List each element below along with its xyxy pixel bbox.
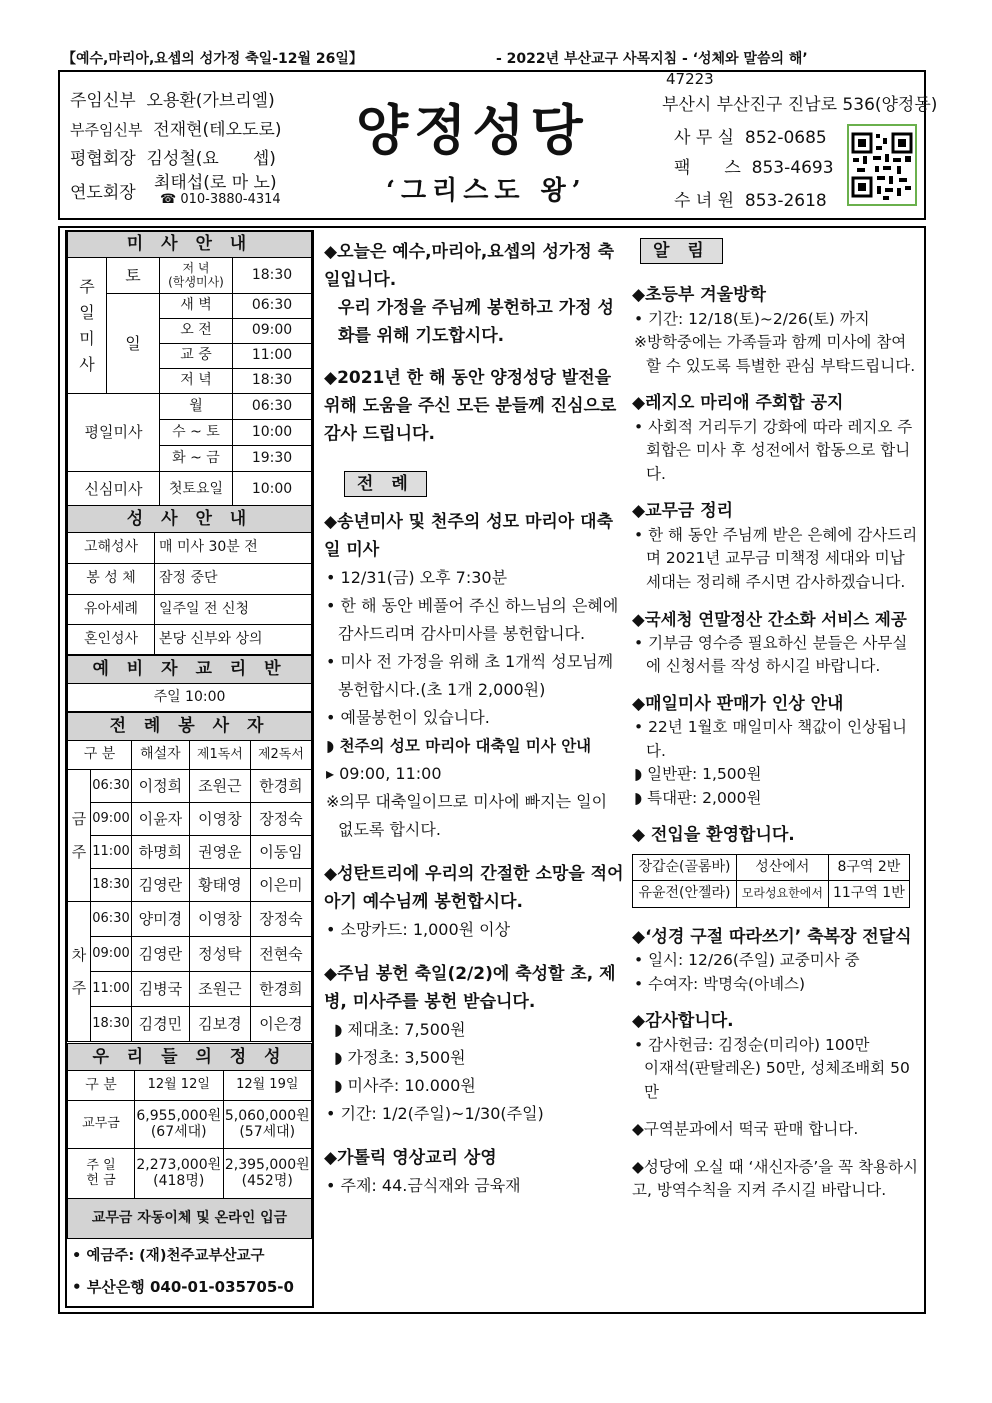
weekday-time: 19:30: [233, 446, 312, 472]
notice-label: 알 림: [640, 238, 723, 264]
catechumen-time: 주일 10:00: [68, 684, 312, 712]
offerings-head: 12월 12일: [135, 1071, 224, 1101]
mass-title: 미 사 안 내: [68, 232, 312, 258]
dues-settlement: ◆교무금 정리: [632, 501, 734, 521]
sunday-main-time: 11:00: [233, 344, 312, 369]
weekday-mass-label: 평일미사: [68, 394, 160, 472]
server-time: 06:30: [91, 902, 132, 937]
server-reader2: 장정숙: [250, 803, 311, 836]
parish-title: 양정성당: [356, 98, 589, 162]
first-saturday-label: 신심미사: [68, 472, 160, 508]
server-time: 06:30: [91, 770, 132, 803]
dues-text: • 한 해 동안 주님께 받은 은혜에 감사드리며 2021년 교무금 미책정 세대와 미납세대는 정리해 주시면 감사하겠습니다.: [634, 525, 918, 591]
wish-card: • 소망카드: 1,000원 이상: [326, 920, 511, 939]
parish-subtitle: ‘그리스도 왕’: [386, 176, 587, 206]
servers-head: 제1독서: [189, 741, 250, 770]
thanks-2021: ◆2021년 한 해 동안 양정성당 발전을 위해 도움을 주신 모든 분들께 진심으로 감사 드립니다.: [324, 368, 617, 444]
server-reader2: 한경희: [250, 770, 311, 803]
missal-price: ◆매일미사 판매가 인상 안내: [632, 693, 844, 714]
sacraments-title: 성 사 안 내: [68, 506, 312, 533]
mass-schedule-table: [67, 231, 312, 508]
qr-code-icon[interactable]: [847, 124, 917, 206]
offerings-table: [67, 1043, 312, 1239]
middle-column: [324, 238, 624, 1200]
offering-week1: 2,273,000원 (418명): [135, 1149, 224, 1199]
missal-large: ◗ 특대판: 2,000원: [634, 788, 762, 807]
weekday-time: 06:30: [233, 394, 312, 420]
auto-transfer-title: 교무금 자동이체 및 온라인 입금: [68, 1199, 312, 1239]
today-feast: ◆오늘은 예수,마리아,요셉의 성가정 축일입니다.: [324, 242, 615, 290]
sacrament-name: 봉 성 체: [68, 564, 155, 595]
server-reader2: 이은경: [250, 1007, 311, 1042]
sunday-morning-time: 09:00: [233, 319, 312, 344]
sunday-dawn-time: 06:30: [233, 294, 312, 319]
award-recipient: • 수여자: 박명숙(아녜스): [634, 974, 806, 993]
server-time: 11:00: [91, 836, 132, 869]
winter-break: ◆초등부 겨울방학: [632, 285, 766, 305]
video-topic: • 주제: 44.금식재와 금육재: [326, 1176, 521, 1195]
first-saturday-time: 10:00: [233, 472, 312, 508]
weekday-day: 월: [160, 394, 233, 420]
pastoral-motto: - 2022년 부산교구 사목지침 - ‘성체와 말씀의 해’: [496, 51, 808, 67]
server-commentator: 양미경: [132, 902, 190, 937]
year-end-text: • 한 해 동안 베풀어 주신 하느님의 은혜에 감사드리며 감사미사를 봉헌합니다.: [326, 596, 619, 643]
movein-table: [632, 854, 910, 908]
server-time: 11:00: [91, 972, 132, 1007]
servers-table: [67, 712, 312, 1042]
bank-account: • 부산은행 040-01-035705-0: [72, 1278, 294, 1296]
server-time: 09:00: [91, 937, 132, 972]
year-end-date: • 12/31(금) 오후 7:30분: [326, 568, 508, 587]
sacrament-name: 혼인성사: [68, 625, 155, 655]
legio-notice: ◆레지오 마리애 주회합 공지: [632, 393, 844, 413]
sacrament-info: 일주일 전 신청: [155, 595, 312, 625]
server-reader2: 이동임: [250, 836, 311, 869]
staff-assistant: 부주임신부 전재현(테오도로): [70, 120, 282, 140]
newcomer-name: 장갑순(골롬바): [633, 854, 737, 881]
server-commentator: 김경민: [132, 1007, 190, 1042]
address: 부산시 부산진구 진남로 536(양정동): [662, 95, 938, 115]
server-reader2: 전현숙: [250, 937, 311, 972]
server-time: 09:00: [91, 803, 132, 836]
presentation-feast: ◆주님 봉헌 축일(2/2)에 축성할 초, 제병, 미사주를 봉헌 받습니다.: [324, 964, 616, 1012]
weekday-day: 수 ~ 토: [160, 420, 233, 446]
catechumen-title: 예 비 자 교 리 반: [68, 656, 312, 684]
newcomer-name: 유윤전(안젤라): [633, 881, 737, 908]
liturgy-label: 전 례: [344, 471, 427, 497]
sunday-mass-label: 주 일 미 사: [68, 258, 107, 394]
today-prayer: 우리 가정을 주님께 봉헌하고 가정 성화를 위해 기도합시다.: [338, 298, 614, 346]
newcomer-district: 11구역 1반: [828, 881, 909, 908]
winter-break-note: ※방학중에는 가족들과 함께 미사에 참여할 수 있도록 특별한 관심 부탁드립니다.: [634, 333, 916, 375]
candle-offering: • 미사 전 가정을 위해 초 1개씩 성모님께 봉헌합시다.(초 1개 2,000원): [326, 652, 614, 699]
missal-text: • 22년 1월호 매일미사 책값이 인상됩니다.: [634, 718, 907, 760]
missal-regular: ◗ 일반판: 1,500원: [634, 765, 762, 783]
server-reader2: 한경희: [250, 972, 311, 1007]
servers-head: 구 분: [68, 741, 132, 770]
video-catechism: ◆가톨릭 영상교리 상영: [324, 1148, 497, 1168]
home-candle: ◗ 가정초: 3,500원: [334, 1048, 466, 1067]
offerings-title: 우 리 들 의 정 성: [68, 1044, 312, 1071]
server-commentator: 하명희: [132, 836, 190, 869]
year-end-mass: ◆송년미사 및 천주의 성모 마리아 대축일 미사: [324, 512, 613, 560]
server-commentator: 김영란: [132, 937, 190, 972]
staff-yeondo-name: 최태섭(로 마 노): [154, 173, 277, 193]
zip-code: 47223: [666, 70, 714, 88]
this-week-label: 금 주: [68, 770, 91, 902]
first-saturday-day: 첫토요일: [160, 472, 233, 508]
convent-phone: 수 녀 원 853-2618: [674, 191, 827, 211]
server-reader2: 장정숙: [250, 902, 311, 937]
sacrament-name: 유아세례: [68, 595, 155, 625]
server-commentator: 이윤자: [132, 803, 190, 836]
next-week-label: 차 주: [68, 902, 91, 1042]
sacrament-info: 잠정 중단: [155, 564, 312, 595]
newcomer-badge-note: ◆성당에 오실 때 ‘새신자증’을 꼭 착용하시고, 방역수칙을 지켜 주시길 바랍니다.: [632, 1157, 918, 1199]
staff-council: 평협회장 김성철(요 셉): [70, 149, 276, 169]
thanks: ◆감사합니다.: [632, 1011, 734, 1031]
server-commentator: 이정희: [132, 770, 190, 803]
thanks-donation: • 감사헌금: 김정순(미리아) 100만: [634, 1035, 870, 1054]
solemnity-guide: ◗ 천주의 성모 마리아 대축일 미사 안내: [326, 737, 592, 755]
rice-cake-sale: ◆구역분과에서 떡국 판매 합니다.: [632, 1120, 859, 1138]
feast-heading: 【예수,마리아,요셉의 성가정 축일-12월 26일】: [62, 51, 363, 67]
newcomer-district: 8구역 2반: [828, 854, 909, 881]
tax-service: ◆국세청 연말정산 간소화 서비스 제공: [632, 610, 907, 629]
tax-text: • 기부금 영수증 필요하신 분들은 사무실에 신청서를 작성 하시길 바랍니다.: [634, 633, 908, 675]
legio-text: • 사회적 거리두기 강화에 따라 레지오 주회합은 미사 후 성전에서 합동으로 합니다.: [634, 417, 913, 483]
newcomer-from: 모라성요한에서: [736, 881, 828, 908]
sacrament-info: 매 미사 30분 전: [155, 533, 312, 564]
sunday-dawn: 새 벽: [160, 294, 233, 319]
staff-yeondo-role: 연도회장: [70, 183, 136, 203]
christmas-tree: ◆성탄트리에 우리의 간절한 소망을 적어 아기 예수님께 봉헌합시다.: [324, 864, 624, 912]
fax: 팩 스 853-4693: [674, 158, 834, 178]
weekday-day: 화 ~ 금: [160, 446, 233, 472]
server-reader1: 조원근: [189, 770, 250, 803]
newcomer-from: 성산에서: [736, 854, 828, 881]
server-reader2: 이은미: [250, 869, 311, 902]
right-column: [632, 238, 918, 1203]
yeondo-phone: ☎ 010-3880-4314: [160, 192, 281, 207]
obligation-note: ※의무 대축일이므로 미사에 빠지는 일이 없도록 합시다.: [326, 792, 608, 839]
gift-offering: • 예물봉헌이 있습니다.: [326, 708, 490, 727]
offering-week2: 2,395,000원 (452명): [223, 1149, 312, 1199]
saturday-time: 18:30: [233, 258, 312, 294]
server-reader1: 김보경: [189, 1007, 250, 1042]
server-reader1: 조원근: [189, 972, 250, 1007]
saturday-label: 토: [107, 258, 160, 294]
solemnity-times: ▸ 09:00, 11:00: [326, 764, 442, 783]
sunday-evening-time: 18:30: [233, 369, 312, 394]
altar-candle: ◗ 제대초: 7,500원: [334, 1020, 466, 1039]
servers-title: 전 례 봉 사 자: [68, 713, 312, 741]
servers-head: 해설자: [132, 741, 190, 770]
staff-pastor: 주임신부 오용환(가브리엘): [70, 91, 275, 111]
sacraments-table: [67, 505, 312, 655]
servers-head: 제2독서: [250, 741, 311, 770]
offerings-head: 구 분: [68, 1071, 135, 1101]
thanks-donation-more: 이재석(판탈레온) 50만, 성체조배회 50만: [644, 1059, 910, 1101]
sacrament-name: 고해성사: [68, 533, 155, 564]
offerings-head: 12월 19일: [223, 1071, 312, 1101]
offering-kind: 교무금: [68, 1101, 135, 1149]
catechumen-table: [67, 655, 312, 712]
winter-break-period: • 기간: 12/18(토)~2/26(토) 까지: [634, 309, 870, 328]
office-phone: 사 무 실 852-0685: [674, 128, 827, 148]
offering-week1: 6,955,000원 (67세대): [135, 1101, 224, 1149]
server-reader1: 정성탁: [189, 937, 250, 972]
server-reader1: 권영운: [189, 836, 250, 869]
server-reader1: 이영창: [189, 803, 250, 836]
welcome-newcomers: ◆ 전입을 환영합니다.: [632, 825, 795, 845]
server-time: 18:30: [91, 1007, 132, 1042]
sunday-morning: 오 전: [160, 319, 233, 344]
bible-copy-award: ◆‘성경 구절 따라쓰기’ 축복장 전달식: [632, 926, 912, 947]
sunday-label: 일: [107, 294, 160, 394]
saturday-evening: 저 녁 (학생미사): [160, 258, 233, 294]
sacrament-info: 본당 신부와 상의: [155, 625, 312, 655]
offering-kind: 주 일 헌 금: [68, 1149, 135, 1199]
account-holder: • 예금주: (재)천주교부산교구: [72, 1248, 265, 1264]
server-time: 18:30: [91, 869, 132, 902]
server-commentator: 김병국: [132, 972, 190, 1007]
server-reader1: 이영창: [189, 902, 250, 937]
award-date: • 일시: 12/26(주일) 교중미사 중: [634, 951, 860, 969]
mass-wine: ◗ 미사주: 10.000원: [334, 1076, 476, 1095]
sunday-main: 교 중: [160, 344, 233, 369]
offering-week2: 5,060,000원 (57세대): [223, 1101, 312, 1149]
server-reader1: 황태영: [189, 869, 250, 902]
sunday-evening: 저 녁: [160, 369, 233, 394]
offering-period: • 기간: 1/2(주일)~1/30(주일): [326, 1104, 544, 1123]
weekday-time: 10:00: [233, 420, 312, 446]
server-commentator: 김영란: [132, 869, 190, 902]
